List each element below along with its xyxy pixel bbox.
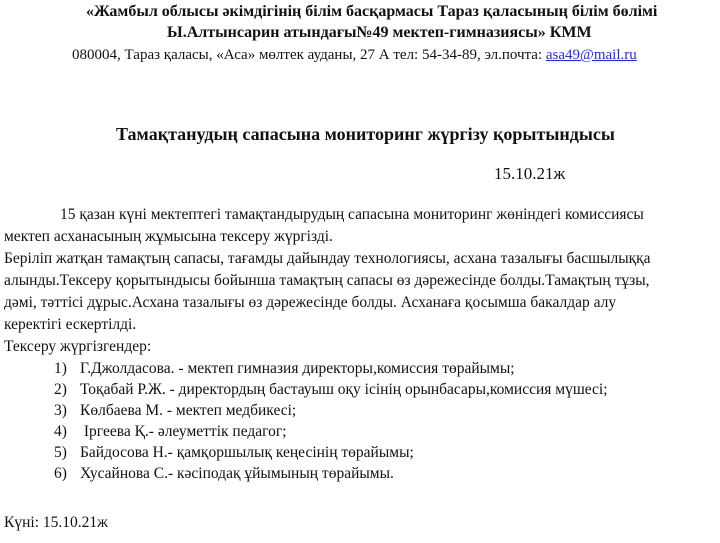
paragraph-line: мектеп асханасының жұмысына тексеру жүргізді.: [4, 228, 333, 245]
list-text: Г.Джолдасова. - мектеп гимназия директоры,комиссия төрайымы;: [80, 360, 515, 377]
list-item: [54, 402, 296, 420]
paragraph-line: Беріліп жатқан тамақтың сапасы, тағамды дайындау технологиясы, асхана тазалығы басшылыққа: [4, 250, 651, 267]
list-item: [54, 465, 394, 483]
list-text: Тоқабай Р.Ж. - директордың бастауыш оқу ісінің орынбасары,комиссия мүшесі;: [80, 381, 608, 398]
list-item: [54, 381, 608, 399]
list-text: Байдосова Н.- қамқоршылық кеңесінің төрайымы;: [80, 444, 414, 461]
list-number: 6): [54, 465, 67, 482]
organization-line-1: «Жамбыл облысы әкімдігінің білім басқармасы Тараз қаласының білім бөлімі: [86, 3, 658, 20]
inspectors-label: Тексеру жүргізгендер:: [4, 338, 152, 355]
address-line: [72, 47, 637, 64]
paragraph-line: дәмі, тәттісі дұрыс.Асхана тазалығы өз дәрежесінде болды. Асханаға қосымша бакалдар алу: [4, 294, 617, 311]
list-number: 5): [54, 444, 67, 461]
document-title: Тамақтанудың сапасына мониторинг жүргізу қорытындысы: [116, 124, 615, 144]
list-text: Іргеева Қ.- әлеуметтік педагог;: [80, 423, 287, 440]
organization-line-2: Ы.Алтынсарин атындағы№49 мектеп-гимназиясы» КММ: [167, 24, 592, 41]
list-number: 1): [54, 360, 67, 377]
footer-date: Күні: 15.10.21ж: [4, 514, 108, 531]
paragraph-line: 15 қазан күні мектептегі тамақтандырудың сапасына мониторинг жөніндегі комиссиясы: [60, 206, 644, 223]
address-text: 080004, Тараз қаласы, «Аса» мөлтек ауданы, 27 А тел: 54-34-89, эл.почта:: [72, 47, 546, 63]
list-item: [54, 444, 414, 462]
document-date: 15.10.21ж: [494, 164, 566, 183]
list-text: Хусайнова С.- кәсіподақ ұйымының төрайымы.: [80, 465, 394, 482]
list-number: 4): [54, 423, 67, 440]
email-link[interactable]: asa49@mail.ru: [545, 47, 637, 63]
list-text: Көлбаева М. - мектеп медбикесі;: [80, 402, 297, 419]
paragraph-line: алынды.Тексеру қорытындысы бойынша тамақтың сапасы өз дәрежесінде болды.Тамақтың тұзы,: [4, 272, 650, 289]
list-item: [54, 360, 515, 378]
paragraph-line: керектігі ескертілді.: [4, 316, 137, 333]
list-number: 3): [54, 402, 67, 419]
list-number: 2): [54, 381, 67, 398]
list-item: [54, 423, 287, 441]
